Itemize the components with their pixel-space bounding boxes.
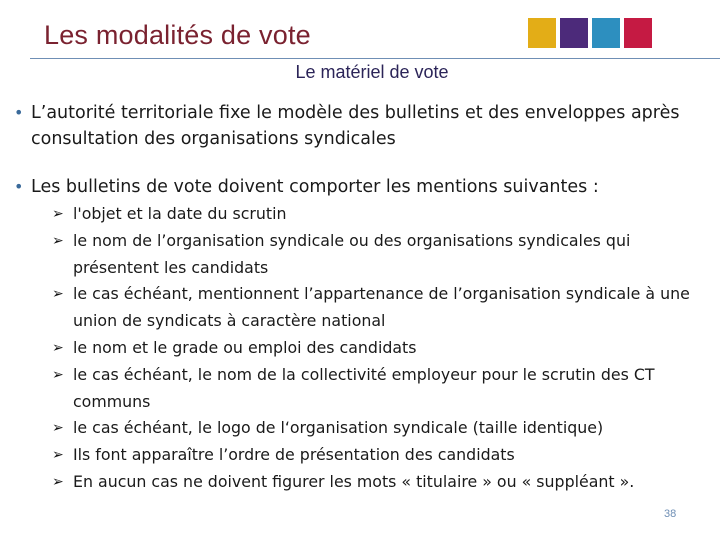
list-item-text: le cas échéant, mentionnent l’appartenance de l’organisation syndicale à une union de syndicats à caractère national [73, 284, 690, 331]
decorative-color-squares [528, 18, 652, 48]
list-item-text: En aucun cas ne doivent figurer les mots « titulaire » ou « suppléant ». [73, 471, 635, 491]
arrow-right-icon: ➢ [52, 339, 64, 356]
color-square-red [624, 18, 652, 48]
page-number: 38 [664, 508, 677, 520]
bullet-dot-icon: • [14, 103, 24, 122]
arrow-right-icon: ➢ [52, 286, 64, 303]
list-item-text: l'objet et la date du scrutin [73, 204, 287, 223]
slide-title: Les modalités de vote [44, 20, 311, 50]
arrow-right-icon: ➢ [52, 206, 64, 222]
list-item [52, 415, 717, 442]
arrow-right-icon: ➢ [52, 420, 64, 437]
arrow-right-icon: ➢ [52, 366, 64, 383]
bullet-item [14, 174, 714, 200]
list-item-text: Ils font apparaître l’ordre de présentation des candidats [73, 445, 515, 465]
list-item [52, 335, 717, 362]
list-item [52, 228, 717, 282]
header-divider [30, 58, 720, 59]
list-item-text: le nom de l’organisation syndicale ou des organisations syndicales qui présentent les candidats [73, 230, 631, 277]
list-item [52, 281, 717, 335]
bullet-text: L’autorité territoriale fixe le modèle des bulletins et des enveloppes après consultation des organisations syndicales [31, 103, 680, 149]
list-item-text: le cas échéant, le logo de l‘organisation syndicale (taille identique) [73, 418, 604, 438]
list-item [52, 201, 717, 228]
slide-subtitle: Le matériel de vote [295, 62, 449, 82]
arrow-right-icon: ➢ [52, 232, 64, 249]
color-square-yellow [528, 18, 556, 48]
arrow-right-icon: ➢ [52, 447, 64, 464]
bullet-text: Les bulletins de vote doivent comporter les mentions suivantes : [31, 177, 599, 197]
list-item [52, 469, 717, 496]
list-item [52, 442, 717, 469]
mentions-list [52, 201, 717, 496]
color-square-purple [560, 18, 588, 48]
list-item-text: le cas échéant, le nom de la collectivité employeur pour le scrutin des CT communs [73, 364, 655, 411]
arrow-right-icon: ➢ [52, 473, 64, 490]
list-item-text: le nom et le grade ou emploi des candidats [73, 337, 417, 357]
color-square-blue [592, 18, 620, 48]
list-item [52, 362, 717, 416]
bullet-dot-icon: • [14, 177, 24, 196]
bullet-item [14, 100, 714, 152]
